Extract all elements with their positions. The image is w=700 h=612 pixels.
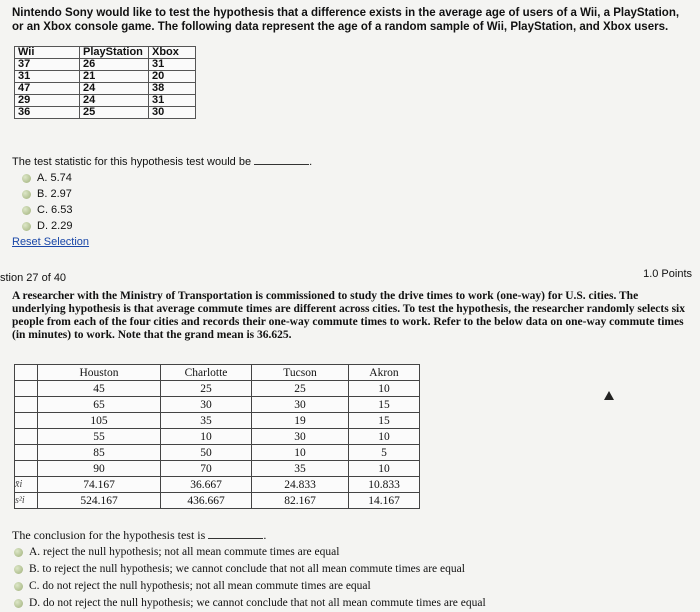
conclusion-prompt [12, 528, 266, 543]
table-cell: 30 [149, 107, 196, 119]
radio-button-icon[interactable] [14, 548, 23, 557]
table-row [15, 71, 196, 83]
choice-a[interactable] [14, 544, 486, 561]
answer-blank [254, 164, 309, 165]
table-cell: 26 [80, 59, 149, 71]
table-cell: 5 [349, 445, 420, 461]
row-label-cell [15, 461, 38, 477]
table-cell: 45 [38, 381, 161, 397]
question-1-prompt [12, 156, 312, 168]
table-row [15, 59, 196, 71]
table-cell: 50 [161, 445, 252, 461]
question-1-choices [22, 170, 72, 234]
header-wii: Wii [15, 47, 80, 59]
table-cell: 30 [161, 397, 252, 413]
table-cell: 21 [80, 71, 149, 83]
header-houston: Houston [38, 365, 161, 381]
commute-data-table [14, 364, 420, 509]
table-cell: 24.833 [252, 477, 349, 493]
table-row [15, 83, 196, 95]
table-cell: 29 [15, 95, 80, 107]
variance-row [15, 493, 420, 509]
radio-button-icon[interactable] [22, 174, 31, 183]
answer-blank [208, 538, 263, 539]
table-cell: 24 [80, 95, 149, 107]
table-cell: 15 [349, 397, 420, 413]
table-cell: 10 [252, 445, 349, 461]
prompt-end: . [309, 156, 313, 168]
table-cell: 10 [349, 429, 420, 445]
question-2-text: A researcher with the Ministry of Transportation is commissioned to study the drive times to work (one-way) for U.S. cities. The underlying hypothesis is that average commute times are different across cities. To test the hypothesis, the researcher randomly selects six people from each of the four cities and records their one-way commute times to work. Refer to the below data on one-way commute times (in minutes) to work. Note that the grand mean is 36.625. [12, 290, 686, 341]
row-label-cell [15, 397, 38, 413]
table-row [15, 461, 420, 477]
radio-button-icon[interactable] [22, 206, 31, 215]
prompt-text: The test statistic for this hypothesis test would be [12, 156, 252, 168]
table-cell: 25 [161, 381, 252, 397]
table-cell: 30 [252, 397, 349, 413]
conclusion-text: The conclusion for the hypothesis test is [12, 528, 206, 542]
table-cell: 10 [161, 429, 252, 445]
choice-label: A. 5.74 [37, 172, 72, 184]
table-cell: 31 [149, 95, 196, 107]
header-akron: Akron [349, 365, 420, 381]
table-row [15, 445, 420, 461]
table-cell: 105 [38, 413, 161, 429]
row-label-cell [15, 365, 38, 381]
conclusion-end: . [263, 528, 267, 542]
table-cell: 35 [161, 413, 252, 429]
table-row [15, 397, 420, 413]
row-label-cell [15, 381, 38, 397]
question-2-choices [14, 544, 486, 612]
table-cell: 25 [252, 381, 349, 397]
choice-label: A. reject the null hypothesis; not all mean commute times are equal [29, 546, 340, 558]
age-data-table [14, 46, 196, 119]
table-cell: 31 [149, 59, 196, 71]
table-cell: 20 [149, 71, 196, 83]
choice-label: C. 6.53 [37, 204, 73, 216]
row-label-cell [15, 413, 38, 429]
table-cell: 55 [38, 429, 161, 445]
table-cell: 24 [80, 83, 149, 95]
radio-button-icon[interactable] [22, 190, 31, 199]
question-1 [12, 6, 692, 34]
table-cell: 14.167 [349, 493, 420, 509]
table-row [15, 429, 420, 445]
header-charlotte: Charlotte [161, 365, 252, 381]
row-label-cell [15, 445, 38, 461]
table-cell: 82.167 [252, 493, 349, 509]
choice-label: D. do not reject the null hypothesis; we cannot conclude that not all mean commute times are equal [29, 597, 486, 609]
table-cell: 524.167 [38, 493, 161, 509]
table-cell: 36.667 [161, 477, 252, 493]
radio-button-icon[interactable] [14, 582, 23, 591]
choice-b[interactable] [14, 561, 486, 578]
table-cell: 25 [80, 107, 149, 119]
choice-label: C. do not reject the null hypothesis; not all mean commute times are equal [29, 580, 371, 592]
choice-d[interactable] [14, 595, 486, 612]
table-header-row [15, 365, 420, 381]
table-cell: 10 [349, 461, 420, 477]
mouse-cursor-icon [604, 391, 614, 400]
variance-label: s²i [15, 493, 38, 509]
table-cell: 36 [15, 107, 80, 119]
table-cell: 85 [38, 445, 161, 461]
radio-button-icon[interactable] [22, 222, 31, 231]
choice-b[interactable] [22, 186, 72, 202]
header-tucson: Tucson [252, 365, 349, 381]
question-number: stion 27 of 40 [0, 272, 67, 284]
points-label: 1.0 Points [643, 268, 692, 280]
table-cell: 74.167 [38, 477, 161, 493]
radio-button-icon[interactable] [14, 599, 23, 608]
choice-label: B. to reject the null hypothesis; we cannot conclude that not all mean commute times are equal [29, 563, 465, 575]
radio-button-icon[interactable] [14, 565, 23, 574]
table-cell: 35 [252, 461, 349, 477]
table-cell: 15 [349, 413, 420, 429]
mean-row [15, 477, 420, 493]
table-cell: 38 [149, 83, 196, 95]
table-cell: 31 [15, 71, 80, 83]
choice-c[interactable] [22, 202, 72, 218]
table-cell: 10 [349, 381, 420, 397]
table-cell: 65 [38, 397, 161, 413]
table-cell: 90 [38, 461, 161, 477]
row-label-cell [15, 429, 38, 445]
header-xbox: Xbox [149, 47, 196, 59]
table-row [15, 381, 420, 397]
table-row [15, 413, 420, 429]
choice-c[interactable] [14, 578, 486, 595]
table-header-row [15, 47, 196, 59]
choice-d[interactable] [22, 218, 72, 234]
reset-selection-link[interactable]: Reset Selection [12, 236, 90, 248]
table-cell: 436.667 [161, 493, 252, 509]
table-cell: 37 [15, 59, 80, 71]
choice-label: D. 2.29 [37, 220, 73, 232]
choice-label: B. 2.97 [37, 188, 72, 200]
table-row [15, 107, 196, 119]
choice-a[interactable] [22, 170, 72, 186]
table-cell: 10.833 [349, 477, 420, 493]
header-playstation: PlayStation [80, 47, 149, 59]
question-1-text: Nintendo Sony would like to test the hypothesis that a difference exists in the average age of users of a Wii, a PlayStation, or an Xbox console game. The following data represent the age of a random sample of Wii, PlayStation, and Xbox users. [12, 7, 680, 33]
table-cell: 30 [252, 429, 349, 445]
table-cell: 19 [252, 413, 349, 429]
table-cell: 70 [161, 461, 252, 477]
mean-label: x̄i [15, 477, 38, 493]
table-cell: 47 [15, 83, 80, 95]
table-row [15, 95, 196, 107]
